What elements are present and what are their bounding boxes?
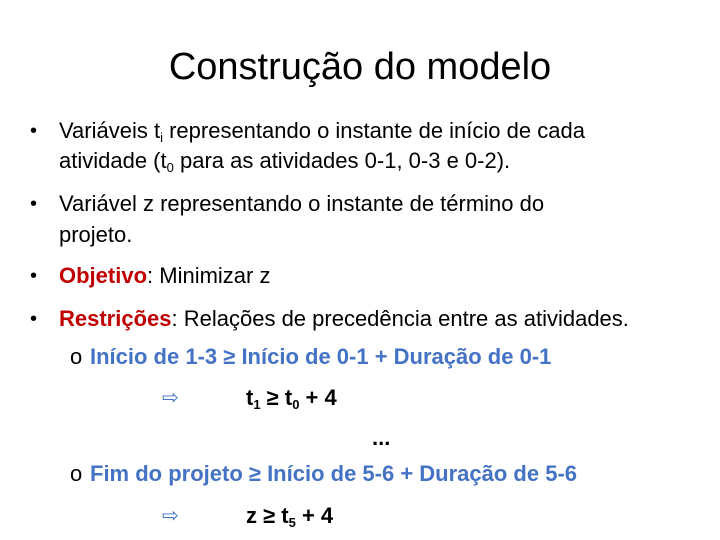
subitem-2-formula — [246, 502, 333, 530]
arrow-right-icon: ⇨ — [162, 505, 179, 527]
subbullet-marker: o — [70, 461, 83, 486]
bullet-marker: • — [30, 120, 38, 142]
bullet-1-line-2-post: para as atividades 0-1, 0-3 e 0-2). — [173, 148, 511, 173]
bullet-3-line — [59, 262, 270, 290]
subitem-1-formula — [246, 384, 337, 412]
constraints-label: Restrições — [59, 306, 172, 331]
formula-1-b-subscript: 0 — [292, 397, 300, 412]
bullet-marker: • — [30, 308, 38, 330]
bullet-1-line-1 — [59, 117, 585, 145]
bullet-1-line-2-pre: atividade (t — [59, 148, 167, 173]
bullet-1-text-pre: Variáveis t — [59, 118, 161, 143]
formula-1-end: + 4 — [299, 385, 337, 410]
arrow-right-icon: ⇨ — [162, 387, 179, 409]
subbullet-marker: o — [70, 344, 83, 369]
bullet-1-text-post: representando o instante de início de cada — [162, 118, 585, 143]
formula-1-a: t — [246, 385, 254, 410]
formula-2-end: + 4 — [295, 503, 334, 528]
bullet-2-line-1: Variável z representando o instante de término do — [59, 191, 545, 216]
slide-title: Construção do modelo — [168, 46, 552, 88]
bullet-1-subscript: i — [160, 130, 163, 145]
formula-1-mid: ≥ t — [260, 385, 293, 410]
bullet-4-line — [59, 305, 629, 333]
constraints-text: : Relações de precedência entre as atividades. — [171, 306, 629, 331]
ellipsis: ... — [372, 425, 391, 450]
bullet-marker: • — [30, 193, 38, 215]
bullet-1-line-2-subscript: 0 — [166, 160, 174, 175]
subitem-1-text: Início de 1-3 ≥ Início de 0-1 + Duração de 0-1 — [90, 344, 552, 369]
subitem-2-text: Fim do projeto ≥ Início de 5-6 + Duração de 5-6 — [90, 461, 578, 486]
objective-label: Objetivo — [59, 263, 148, 288]
formula-2-a: z ≥ t — [246, 503, 289, 528]
bullet-1-line-2 — [59, 147, 510, 175]
formula-1-a-subscript: 1 — [253, 397, 261, 412]
bullet-marker: • — [30, 265, 38, 287]
objective-text: : Minimizar z — [147, 263, 271, 288]
bullet-2-line-2: projeto. — [59, 222, 133, 247]
formula-2-a-subscript: 5 — [288, 515, 296, 530]
